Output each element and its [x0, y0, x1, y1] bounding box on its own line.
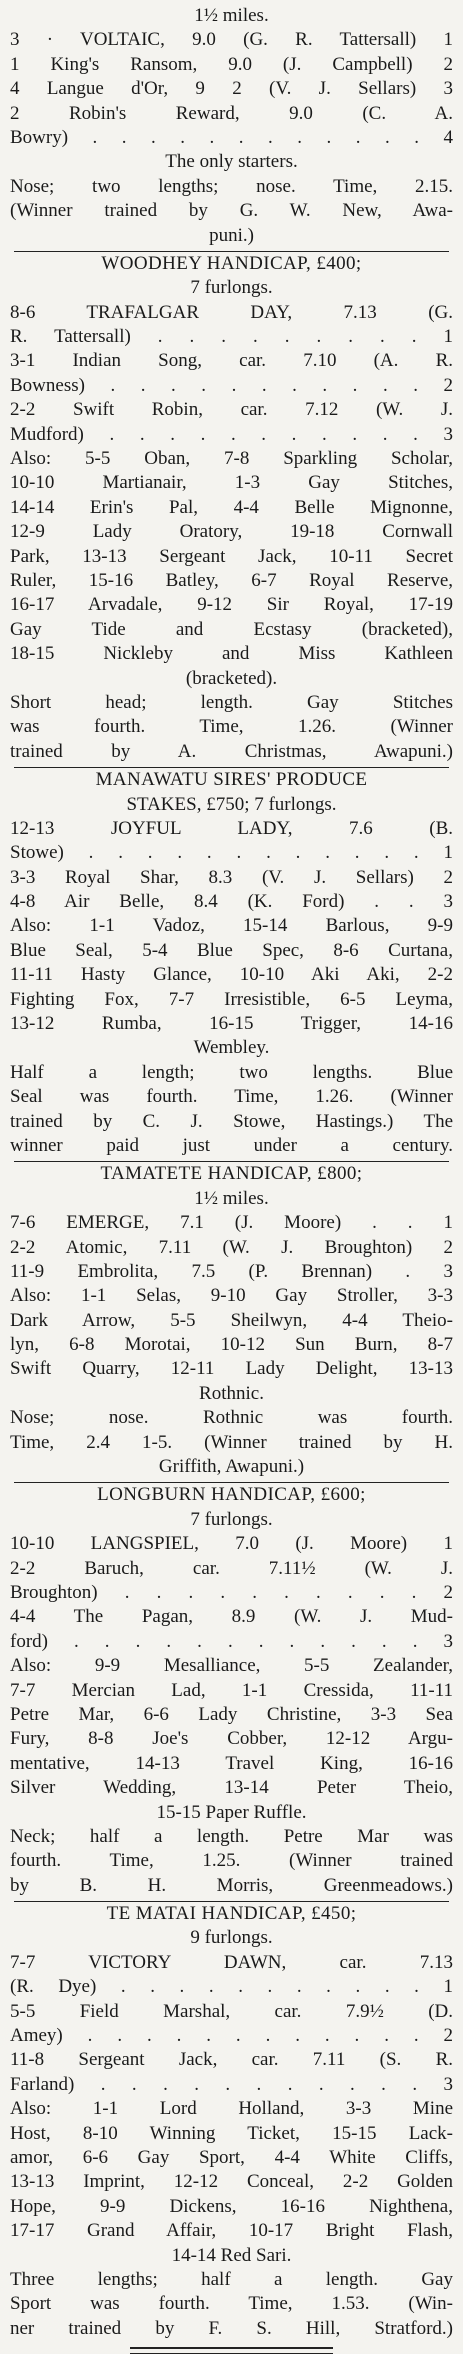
result-line: 14-14 Red Sari.	[171, 2244, 292, 2266]
result-line: 1 King's Ransom, 9.0 (J. Campbell) 2	[10, 53, 453, 75]
result-line: Short head; length. Gay Stitches	[10, 691, 453, 713]
result-line: Broughton) . . . . . . . . . . 2	[10, 1582, 453, 1603]
result-line: 17-17 Grand Affair, 10-17 Bright Flash,	[10, 2220, 453, 2242]
result-line: 11-9 Embrolita, 7.5 (P. Brennan) . 3	[10, 1260, 453, 1282]
race-distance: 9 furlongs.	[190, 1927, 273, 1949]
result-line: 10-10 Martianair, 1-3 Gay Stitches,	[10, 472, 453, 494]
result-line: amor, 6-6 Gay Sport, 4-4 White Cliffs,	[10, 2146, 453, 2168]
result-line: 16-17 Arvadale, 9-12 Sir Royal, 17-19	[10, 594, 453, 616]
result-line: 7-6 EMERGE, 7.1 (J. Moore) . . 1	[10, 1212, 453, 1234]
result-line: Three lengths; half a length. Gay	[10, 2268, 453, 2290]
race-distance: 7 furlongs.	[190, 277, 273, 299]
result-line: 12-9 Lady Oratory, 19-18 Cornwall	[10, 521, 453, 543]
result-line: Farland) . . . . . . . . . . . 3	[10, 2073, 453, 2095]
result-line: 2 Robin's Reward, 9.0 (C. A.	[10, 102, 453, 124]
result-line: 7-7 Mercian Lad, 1-1 Cressida, 11-11	[10, 1679, 453, 1701]
result-line: 7-7 VICTORY DAWN, car. 7.13	[10, 1951, 453, 1973]
race-distance: 1½ miles.	[194, 1187, 269, 1209]
result-line: Griffith, Awapuni.)	[158, 1456, 305, 1478]
result-line: Blue Seal, 5-4 Blue Spec, 8-6 Curtana,	[10, 939, 453, 961]
result-line: Dark Arrow, 5-5 Sheilwyn, 4-4 Theio-	[10, 1309, 453, 1331]
result-line: ford) . . . . . . . . . . . . 3	[10, 1630, 453, 1652]
result-line: 4-4 The Pagan, 8.9 (W. J. Mud-	[10, 1606, 453, 1628]
result-line: 8-6 TRAFALGAR DAY, 7.13 (G.	[10, 301, 453, 323]
result-line: Nose; nose. Rothnic was fourth.	[10, 1407, 453, 1429]
result-line: 3 · VOLTAIC, 9.0 (G. R. Tattersall) 1	[10, 29, 453, 51]
result-line: Also: 1-1 Lord Holland, 3-3 Mine	[10, 2098, 453, 2120]
result-line: 13-13 Imprint, 12-12 Conceal, 2-2 Golden	[10, 2171, 453, 2193]
result-line: Fury, 8-8 Joe's Cobber, 12-12 Argu-	[10, 1728, 453, 1750]
result-line: 18-15 Nickleby and Miss Kathleen	[10, 643, 453, 665]
result-line: Also: 5-5 Oban, 7-8 Sparkling Scholar,	[10, 448, 453, 470]
result-line: Park, 13-13 Sergeant Jack, 10-11 Secret	[10, 545, 453, 567]
race-distance: 7 furlongs.	[190, 1508, 273, 1530]
result-line: fourth. Time, 1.25. (Winner trained	[10, 1850, 453, 1872]
result-line: Bowry) . . . . . . . . . . . . 4	[10, 126, 453, 148]
result-line: 4-8 Air Belle, 8.4 (K. Ford) . . 3	[10, 891, 453, 913]
result-line: 2-2 Baruch, car. 7.11½ (W. J.	[10, 1557, 453, 1579]
result-line: mentative, 14-13 Travel King, 16-16	[10, 1752, 453, 1774]
result-line: trained by C. J. Stowe, Hastings.) The	[10, 1110, 453, 1132]
result-line: Also: 9-9 Mesalliance, 5-5 Zealander,	[10, 1655, 453, 1677]
result-line: Wembley.	[193, 1037, 270, 1059]
race-title: TAMATETE HANDICAP, £800;	[100, 1163, 363, 1185]
result-line: (Winner trained by G. W. New, Awa-	[10, 200, 453, 222]
result-line: 2-2 Swift Robin, car. 7.12 (W. J.	[10, 399, 453, 421]
result-line: Seal was fourth. Time, 1.26. (Winner	[10, 1086, 453, 1108]
result-line: 12-13 JOYFUL LADY, 7.6 (B.	[10, 817, 453, 839]
race-title: TE MATAI HANDICAP, £450;	[106, 1903, 357, 1925]
result-line: R. Tattersall) . . . . . . . . . 1	[10, 326, 453, 348]
result-line: 14-14 Erin's Pal, 4-4 Belle Mignonne,	[10, 496, 453, 518]
result-line: Silver Wedding, 13-14 Peter Theio,	[10, 1777, 453, 1799]
result-line: Swift Quarry, 12-11 Lady Delight, 13-13	[10, 1358, 453, 1380]
result-line: Fighting Fox, 7-7 Irresistible, 6-5 Leyma,	[10, 988, 453, 1010]
result-line: The only starters.	[165, 151, 298, 173]
result-line: was fourth. Time, 1.26. (Winner	[10, 716, 453, 738]
race-distance: STAKES, £750; 7 furlongs.	[126, 793, 337, 815]
result-line: winner paid just under a century.	[10, 1134, 453, 1156]
result-line: Host, 8-10 Winning Ticket, 15-15 Lack-	[10, 2122, 453, 2144]
race-title: WOODHEY HANDICAP, £400;	[101, 252, 362, 274]
result-line: 4 Langue d'Or, 9 2 (V. J. Sellars) 3	[10, 78, 453, 100]
result-line: Bowness) . . . . . . . . . . . 2	[10, 374, 453, 396]
result-line: Stowe) . . . . . . . . . . . . 1	[10, 842, 453, 864]
result-line: Also: 1-1 Selas, 9-10 Gay Stroller, 3-3	[10, 1285, 453, 1307]
result-line: 10-10 LANGSPIEL, 7.0 (J. Moore) 1	[10, 1533, 453, 1555]
result-line: (R. Dye) . . . . . . . . . . . 1	[10, 1976, 453, 1998]
result-line: 2-2 Atomic, 7.11 (W. J. Broughton) 2	[10, 1236, 453, 1258]
result-line: 5-5 Field Marshal, car. 7.9½ (D.	[10, 2000, 453, 2022]
result-line: Petre Mar, 6-6 Lady Christine, 3-3 Sea	[10, 1703, 453, 1725]
result-line: 13-12 Rumba, 16-15 Trigger, 14-16	[10, 1013, 453, 1035]
result-line: Gay Tide and Ecstasy (bracketed),	[10, 618, 453, 640]
result-line: Rothnic.	[199, 1382, 264, 1404]
result-line: Hope, 9-9 Dickens, 16-16 Nighthena,	[10, 2195, 453, 2217]
race-results-column	[10, 0, 453, 2354]
result-line: trained by A. Christmas, Awapuni.)	[10, 740, 453, 762]
race-title: LONGBURN HANDICAP, £600;	[97, 1484, 366, 1506]
result-line: (bracketed).	[185, 667, 278, 689]
result-line: Nose; two lengths; nose. Time, 2.15.	[10, 175, 453, 197]
result-line: Sport was fourth. Time, 1.53. (Win-	[10, 2293, 453, 2315]
result-line: lyn, 6-8 Morotai, 10-12 Sun Burn, 8-7	[10, 1334, 453, 1356]
result-line: 15-15 Paper Ruffle.	[156, 1801, 307, 1823]
result-line: 11-11 Hasty Glance, 10-10 Aki Aki, 2-2	[10, 964, 453, 986]
result-line: Also: 1-1 Vadoz, 15-14 Barlous, 9-9	[10, 915, 453, 937]
result-line: Neck; half a length. Petre Mar was	[10, 1825, 453, 1847]
result-line: by B. H. Morris, Greenmeadows.)	[10, 1874, 453, 1896]
result-line: Amey) . . . . . . . . . . . . 2	[10, 2025, 453, 2047]
result-line: Half a length; two lengths. Blue	[10, 1061, 453, 1083]
race-title: MANAWATU SIRES' PRODUCE	[95, 769, 368, 791]
result-line: 1½ miles.	[194, 5, 269, 26]
result-line: Time, 2.4 1-5. (Winner trained by H.	[10, 1431, 453, 1453]
result-line: 3-1 Indian Song, car. 7.10 (A. R.	[10, 350, 453, 372]
result-line: Ruler, 15-16 Batley, 6-7 Royal Reserve,	[10, 569, 453, 591]
result-line: puni.)	[209, 224, 254, 246]
result-line: Mudford) . . . . . . . . . . . 3	[10, 423, 453, 445]
result-line: 3-3 Royal Shar, 8.3 (V. J. Sellars) 2	[10, 866, 453, 888]
result-line: ner trained by F. S. Hill, Stratford.)	[10, 2317, 453, 2339]
result-line: 11-8 Sergeant Jack, car. 7.11 (S. R.	[10, 2049, 453, 2071]
end-rule	[130, 2347, 333, 2354]
